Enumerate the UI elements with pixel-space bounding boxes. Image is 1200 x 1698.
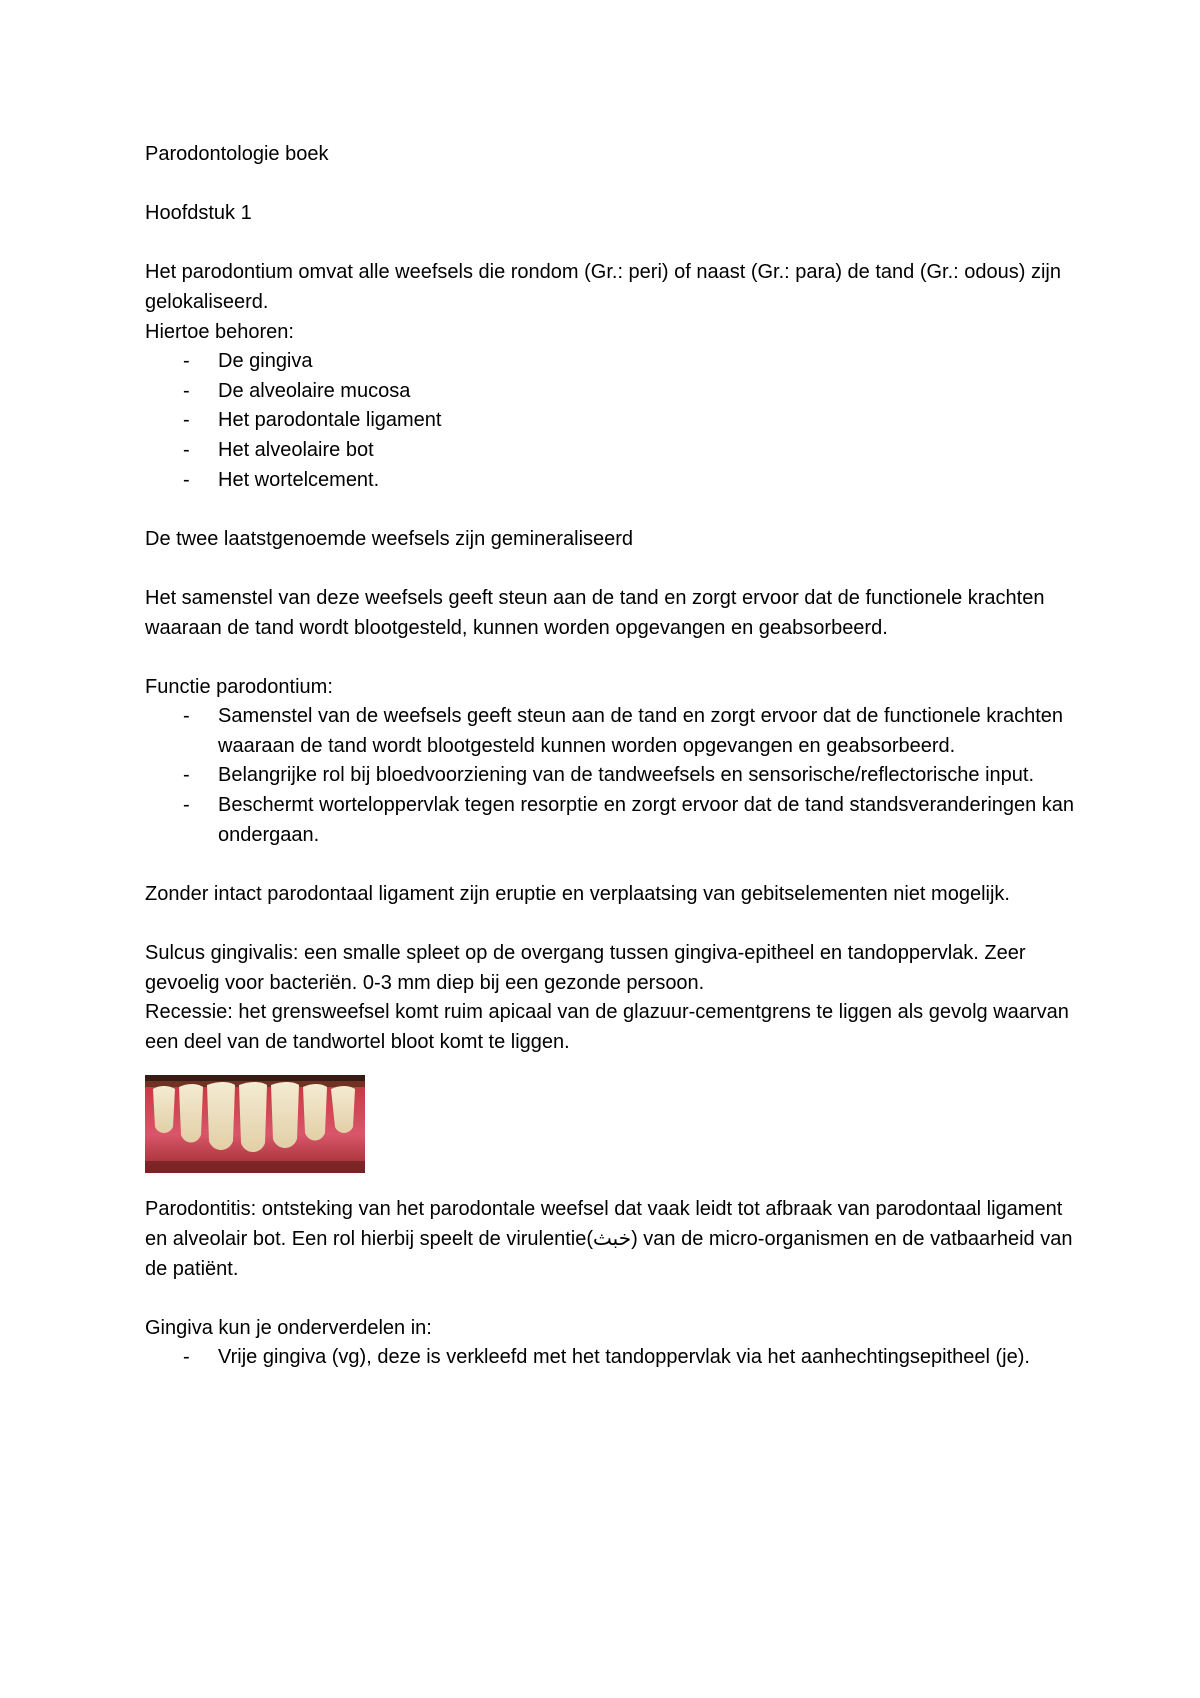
belongs-heading: Hiertoe behoren:: [145, 320, 294, 343]
composition-paragraph: Het samenstel van deze weefsels geeft steun aan de tand en zorgt ervoor dat de functionele krachten waaraan de tand wordt blootgesteld, kunnen worden opgevangen en geabsorbeerd.: [145, 586, 1051, 639]
dash-bullet: -: [183, 438, 190, 461]
dash-bullet: -: [183, 764, 190, 787]
parodontitis-paragraph: Parodontitis: ontsteking van het parodontale weefsel dat vaak leidt tot afbraak van parodontaal ligament en alveolair bot. Een rol hierbij speelt de virulentie(خبث) van de micro-organismen en de vatbaarheid van de patiënt.: [145, 1198, 1078, 1280]
list-item: - Beschermt worteloppervlak tegen resorptie en zorgt ervoor dat de tand standsveranderingen kan ondergaan.: [145, 791, 1075, 850]
recession-paragraph: Recessie: het grensweefsel komt ruim apicaal van de glazuur-cementgrens te liggen als gevolg waarvan een deel van de tandwortel bloot komt te liggen.: [145, 1001, 1075, 1053]
intro-paragraph: Het parodontium omvat alle weefsels die rondom (Gr.: peri) of naast (Gr.: para) de tand (Gr.: odous) zijn gelokaliseerd.: [145, 261, 1067, 313]
list-item: - Het alveolaire bot: [145, 436, 1075, 466]
list-item: - Belangrijke rol bij bloedvoorziening van de tandweefsels en sensorische/reflectorische input.: [145, 761, 1075, 791]
function-list: [145, 702, 1075, 850]
document-page: [145, 140, 1078, 1373]
ligament-paragraph: Zonder intact parodontaal ligament zijn eruptie en verplaatsing van gebitselementen niet mogelijk.: [145, 882, 1010, 905]
gingiva-list: [145, 1343, 1075, 1373]
function-heading: Functie parodontium:: [145, 675, 333, 698]
belongs-list: [145, 347, 1075, 495]
list-item: - Het wortelcement.: [145, 466, 1075, 496]
gingiva-heading: Gingiva kun je onderverdelen in:: [145, 1316, 432, 1339]
mineralized-paragraph: De twee laatstgenoemde weefsels zijn gemineraliseerd: [145, 527, 634, 550]
gingival-recession-photo: [145, 1075, 365, 1173]
document-title: Parodontologie boek: [145, 143, 329, 165]
dash-bullet: -: [183, 350, 190, 373]
list-item: - Het parodontale ligament: [145, 406, 1075, 436]
list-item: - De gingiva: [145, 347, 1075, 377]
dash-bullet: -: [183, 1346, 190, 1369]
dash-bullet: -: [183, 794, 190, 817]
dash-bullet: -: [183, 468, 190, 491]
list-item: - Vrije gingiva (vg), deze is verkleefd met het tandoppervlak via het aanhechtingsepitheel (je).: [145, 1343, 1075, 1373]
list-item: - De alveolaire mucosa: [145, 377, 1075, 407]
list-item: - Samenstel van de weefsels geeft steun aan de tand en zorgt ervoor dat de functionele krachten waaraan de tand wordt blootgesteld kunnen worden opgevangen en geabsorbeerd.: [145, 702, 1075, 761]
sulcus-paragraph: Sulcus gingivalis: een smalle spleet op de overgang tussen gingiva-epitheel en tandoppervlak. Zeer gevoelig voor bacteriën. 0-3 mm diep bij een gezonde persoon.: [145, 942, 1032, 994]
dash-bullet: -: [183, 409, 190, 432]
dash-bullet: -: [183, 379, 190, 402]
dash-bullet: -: [183, 705, 190, 728]
chapter-heading: Hoofdstuk 1: [145, 202, 252, 225]
